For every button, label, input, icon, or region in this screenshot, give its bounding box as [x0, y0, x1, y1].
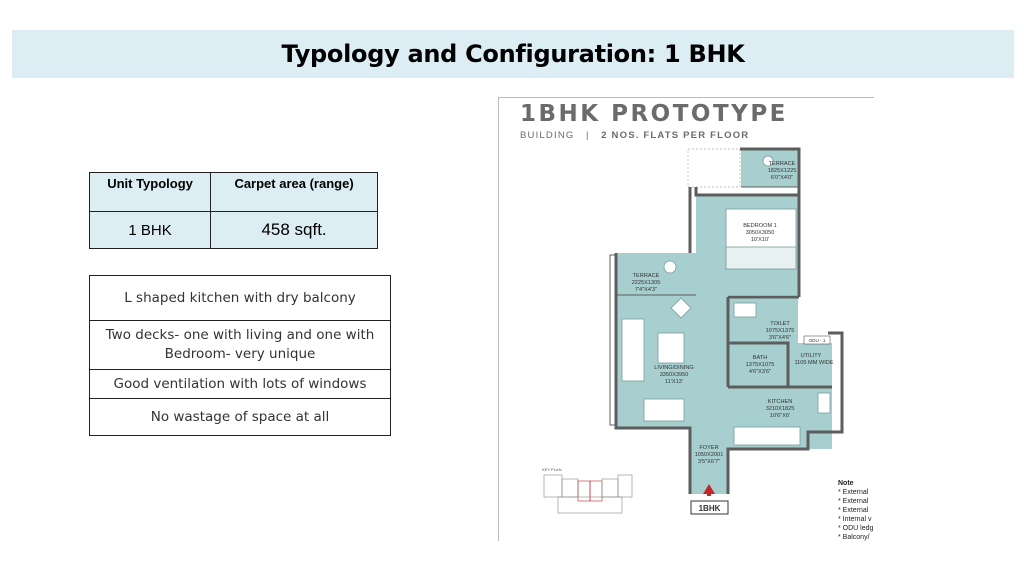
- key-block-highlight: [578, 481, 590, 501]
- note-item: * Balcony/: [838, 534, 870, 541]
- dims-utility: 1105 MM WIDE: [794, 360, 834, 366]
- header-carpet-area: Carpet area (range): [211, 173, 378, 212]
- feature-item: Good ventilation with lots of windows: [90, 370, 390, 399]
- label-toilet: TOILET: [770, 321, 790, 327]
- key-plan-label: KEY PLAN: [542, 467, 562, 472]
- features-list: [89, 275, 391, 436]
- plan-heading: 1BHK PROTOTYPE: [520, 101, 788, 127]
- key-block: [618, 475, 632, 497]
- notes-title: Note: [838, 480, 854, 487]
- typology-table: [89, 172, 378, 249]
- sub-separator: |: [586, 130, 590, 141]
- cell-carpet-area: 458 sqft.: [211, 212, 378, 249]
- floor-plan: [498, 97, 874, 541]
- imperial-foyer: 3'5"X6'7": [697, 459, 721, 465]
- dims-foyer: 1050X2001: [694, 452, 724, 458]
- dims-terrace-top: 1825X1225: [767, 168, 797, 174]
- bed-cover: [726, 247, 796, 269]
- dims-bedroom: 3050X3050: [745, 230, 775, 236]
- note-item: * External: [838, 498, 869, 505]
- title-band: [12, 30, 1014, 78]
- plan-notes: [838, 479, 874, 542]
- floor-plan-drawing: [498, 97, 874, 541]
- imperial-bath: 4'6"X3'6": [748, 369, 772, 375]
- imperial-bedroom: 10'X10': [750, 237, 770, 243]
- label-living: LIVING/DINING: [654, 365, 694, 371]
- feature-item: L shaped kitchen with dry balcony: [90, 276, 390, 321]
- terrace-outline: [688, 149, 740, 187]
- key-block: [562, 479, 578, 497]
- coffee-table: [658, 333, 684, 363]
- key-block: [544, 475, 562, 497]
- terrace-chair: [664, 261, 676, 273]
- dims-living: 3350X3950: [659, 372, 689, 378]
- imperial-terrace-left: 7'4"X4'3": [634, 287, 658, 293]
- label-terrace-top: TERRACE: [768, 161, 796, 167]
- label-odu: ODU - 1: [808, 338, 826, 343]
- imperial-toilet: 3'6"X4'6": [768, 335, 792, 341]
- kitchen-counter: [734, 427, 800, 445]
- note-item: * External: [838, 489, 869, 496]
- feature-item: No wastage of space at all: [150, 408, 330, 425]
- entry-arrow-stem: [707, 492, 711, 496]
- dims-kitchen: 3210X1825: [765, 406, 795, 412]
- imperial-living: 11'X13': [665, 379, 683, 385]
- table-header-row: [90, 173, 378, 212]
- sofa: [622, 319, 644, 381]
- feature-item: Two decks- one with living and one with Bedroom- very unique: [90, 321, 390, 370]
- sub-building: BUILDING: [520, 130, 575, 141]
- key-block: [602, 479, 618, 497]
- unit-tag: 1BHK: [698, 504, 721, 513]
- dims-toilet: 1075X1375: [765, 328, 795, 334]
- imperial-terrace-top: 6'0"X4'0": [770, 175, 794, 181]
- sub-flats-per-floor: 2 NOS. FLATS PER FLOOR: [601, 130, 750, 141]
- label-kitchen: KITCHEN: [767, 399, 793, 405]
- note-item: * External: [838, 507, 869, 514]
- imperial-kitchen: 10'6"X6': [769, 413, 791, 419]
- label-utility: UTILITY: [800, 353, 822, 359]
- dims-bath: 1375X1075: [745, 362, 775, 368]
- table-row: [90, 212, 378, 249]
- slide-title: Typology and Configuration: 1 BHK: [281, 40, 745, 68]
- note-item: * ODU ledg: [838, 525, 874, 532]
- header-unit-typology: Unit Typology: [90, 173, 211, 212]
- toilet-basin: [734, 303, 756, 317]
- sink: [818, 393, 830, 413]
- key-plan-thumbnail: [544, 475, 632, 513]
- dims-terrace-left: 2225X1305: [631, 280, 661, 286]
- wall-bedroom-top: [696, 187, 799, 195]
- label-terrace-left: TERRACE: [632, 273, 660, 279]
- key-block-highlight: [590, 481, 602, 501]
- label-foyer: FOYER: [699, 445, 719, 451]
- label-bath: BATH: [752, 355, 768, 361]
- note-item: * Internal v: [838, 516, 872, 523]
- cell-typology: 1 BHK: [90, 212, 211, 249]
- label-bedroom: BEDROOM 1: [743, 223, 777, 229]
- dining-table: [644, 399, 684, 421]
